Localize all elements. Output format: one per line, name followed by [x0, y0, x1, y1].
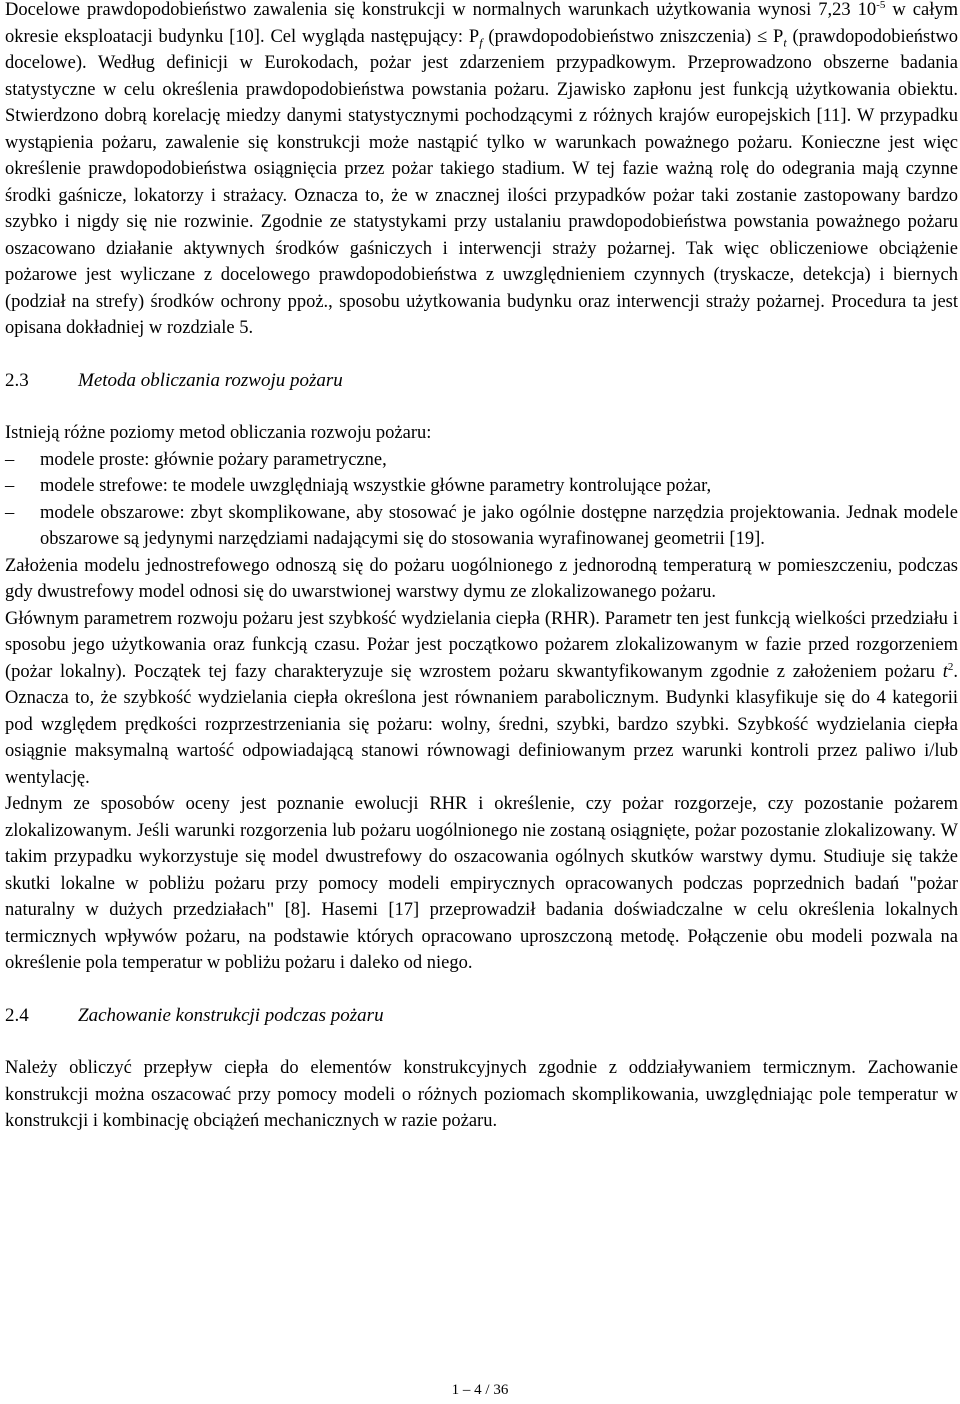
section-number: 2.3 — [5, 369, 29, 391]
exponent: 2 — [947, 660, 954, 673]
section-lead: Istnieją różne poziomy metod obliczania rozwoju pożaru: — [5, 423, 432, 443]
section-heading-2-4 — [5, 1003, 958, 1030]
list-item — [5, 447, 958, 474]
page-number: 1 – 4 / 36 — [451, 1382, 509, 1398]
section-title: Metoda obliczania rozwoju pożaru — [78, 369, 343, 391]
intro-text-2: w całym okresie eksploatacji budynku [10]. Cel wygląda następujący: P — [5, 0, 959, 47]
variable-t: t — [942, 661, 948, 682]
exponent: -5 — [876, 0, 886, 11]
section-number: 2.4 — [5, 1004, 29, 1026]
list-item-text: modele proste: głównie pożary parametryczne, — [40, 449, 387, 470]
section-heading-2-3 — [5, 368, 958, 395]
dash-bullet: – — [5, 449, 15, 470]
intro-text-1: Docelowe prawdopodobieństwo zawalenia się konstrukcji w normalnych warunkach użytkowania wynosi 7,23 10 — [5, 0, 877, 20]
list-item — [5, 473, 958, 500]
paragraph: Założenia modelu jednostrefowego odnoszą się do pożaru uogólnionego z jednorodną temperaturą w pomieszczeniu, podczas gdy dwustrefowy model odnosi się do uwarstwionej warstwy dymu ze zlokalizowanego pożaru. — [5, 555, 958, 602]
document-page — [5, 0, 958, 1135]
subscript-f: f — [479, 35, 483, 50]
dash-bullet: – — [5, 502, 15, 523]
intro-text-5: Według definicji w Eurokodach, pożar jest zdarzeniem przypadkowym. Przeprowadzono obszerne badania statystyczne w celu określenia prawdopodobieństwa powstania pożaru. Zjawisko zapłonu jest funkcją użytkowania obiektu. Stwierdzono dobrą korelację miedzy danymi statystycznymi pochodzącymi z różnych krajów europejskich [11]. W przypadku wystąpienia pożaru, zawalenie się konstrukcji może nastąpić tylko w warunkach poważnego pożaru. Konieczne jest więc określenie prawdopodobieństwa osiągnięcia przez pożar takiego stadium. W tej fazie ważną rolę do odegrania mają czynne środki gaśnicze, lokatorzy i strażacy. Oznacza to, że w znacznej ilości przypadków pożar taki zostanie zastopowany bardzo szybko i nigdy się nie rozwinie. Zgodnie ze statystykami przy ustalaniu prawdopodobieństwa powstania poważnego pożaru oszacowano działanie aktywnych środków gaśniczych i interwencji straży pożarnej. Tak więc obliczeniowe obciążenie pożarowe jest wyliczane z docelowego prawdopodobieństwa z uwzględnieniem czynnych (tryskacze, detekcja) i biernych (podział na strefy) środków ochrony ppoż., sposobu użytkowania budynku oraz interwencji straży pożarnej. Procedura ta jest opisana dokładniej w rozdziale 5. — [5, 53, 959, 338]
dash-bullet: – — [5, 476, 15, 496]
intro-text-3: (prawdopodobieństwo zniszczenia) ≤ P — [482, 26, 784, 47]
paragraph — [5, 606, 958, 792]
intro-text-4: (prawdopodobieństwo docelowe). — [5, 26, 959, 73]
paragraph-text: Głównym parametrem rozwoju pożaru jest szybkość wydzielania ciepła (RHR). Parametr ten jest funkcją wielkości przedziału i sposobu jego użytkowania oraz funkcją czasu. Pożar jest początkowo pożarem zlokalizowanym w fazie przed rozgorzeniem (pożar lokalny). Początek tej fazy charakteryzuje się wzrostem pożaru skwantyfikowanym zgodnie z założeniem pożaru — [5, 608, 958, 682]
list-item-text: modele obszarowe: zbyt skomplikowane, aby stosować je jako ogólnie dostępne narzędzia projektowania. Jednak modele obszarowe są jedynymi narzędziami nadającymi się do stosowania wyrafinowanej geometrii [19]. — [40, 502, 958, 549]
paragraph: Jednym ze sposobów oceny jest poznanie ewolucji RHR i określenie, czy pożar rozgorzeje, czy pozostanie pożarem zlokalizowanym. Jeśli warunki rozgorzenia lub pożaru uogólnionego nie zostaną osiągnięte, pożar pozostanie zlokalizowany. W takim przypadku wykorzystuje się model dwustrefowy do oszacowania ogólnych skutków warstwy dymu. Studiuje się także skutki lokalne w pobliżu pożaru przy pomocy modeli empirycznych opracowanych podczas poprzednich badań "pożar naturalny w dużych przedziałach" [8]. Hasemi [17] przeprowadził badania doświadczalne w celu określenia lokalnych termicznych wpływów pożaru, na podstawie których opracowano uproszczoną metodę. Połączenie obu modeli pozwala na określenie pola temperatur w pobliżu pożaru i daleko od niego. — [5, 794, 958, 973]
bullet-list — [5, 447, 958, 553]
subscript-t: t — [783, 35, 787, 50]
list-item — [5, 500, 958, 553]
paragraph: Należy obliczyć przepływ ciepła do elementów konstrukcyjnych zgodnie z oddziaływaniem termicznym. Zachowanie konstrukcji można oszacować przy pomocy modeli o różnych poziomach skomplikowania, uwzględniając pole temperatur w konstrukcji i kombinację obciążeń mechanicznych w razie pożaru. — [5, 1058, 958, 1131]
section-title: Zachowanie konstrukcji podczas pożaru — [78, 1004, 384, 1026]
paragraph-text: . Oznacza to, że szybkość wydzielania ciepła określona jest równaniem parabolicznym. Budynki klasyfikuje się do 4 kategorii pod względem prędkości rozprzestrzeniania się pożaru: wolny, średni, szybki, bardzo szybki. Szybkość wydzielania ciepła osiągnie maksymalną wartość odpowiadającą stanowi równowagi definiowanym przez warunki kontroli przez paliwo i/lub wentylację. — [5, 661, 958, 788]
list-item-text: modele strefowe: te modele uwzględniają wszystkie główne parametry kontrolujące pożar, — [40, 476, 712, 496]
intro-paragraph — [5, 0, 958, 342]
